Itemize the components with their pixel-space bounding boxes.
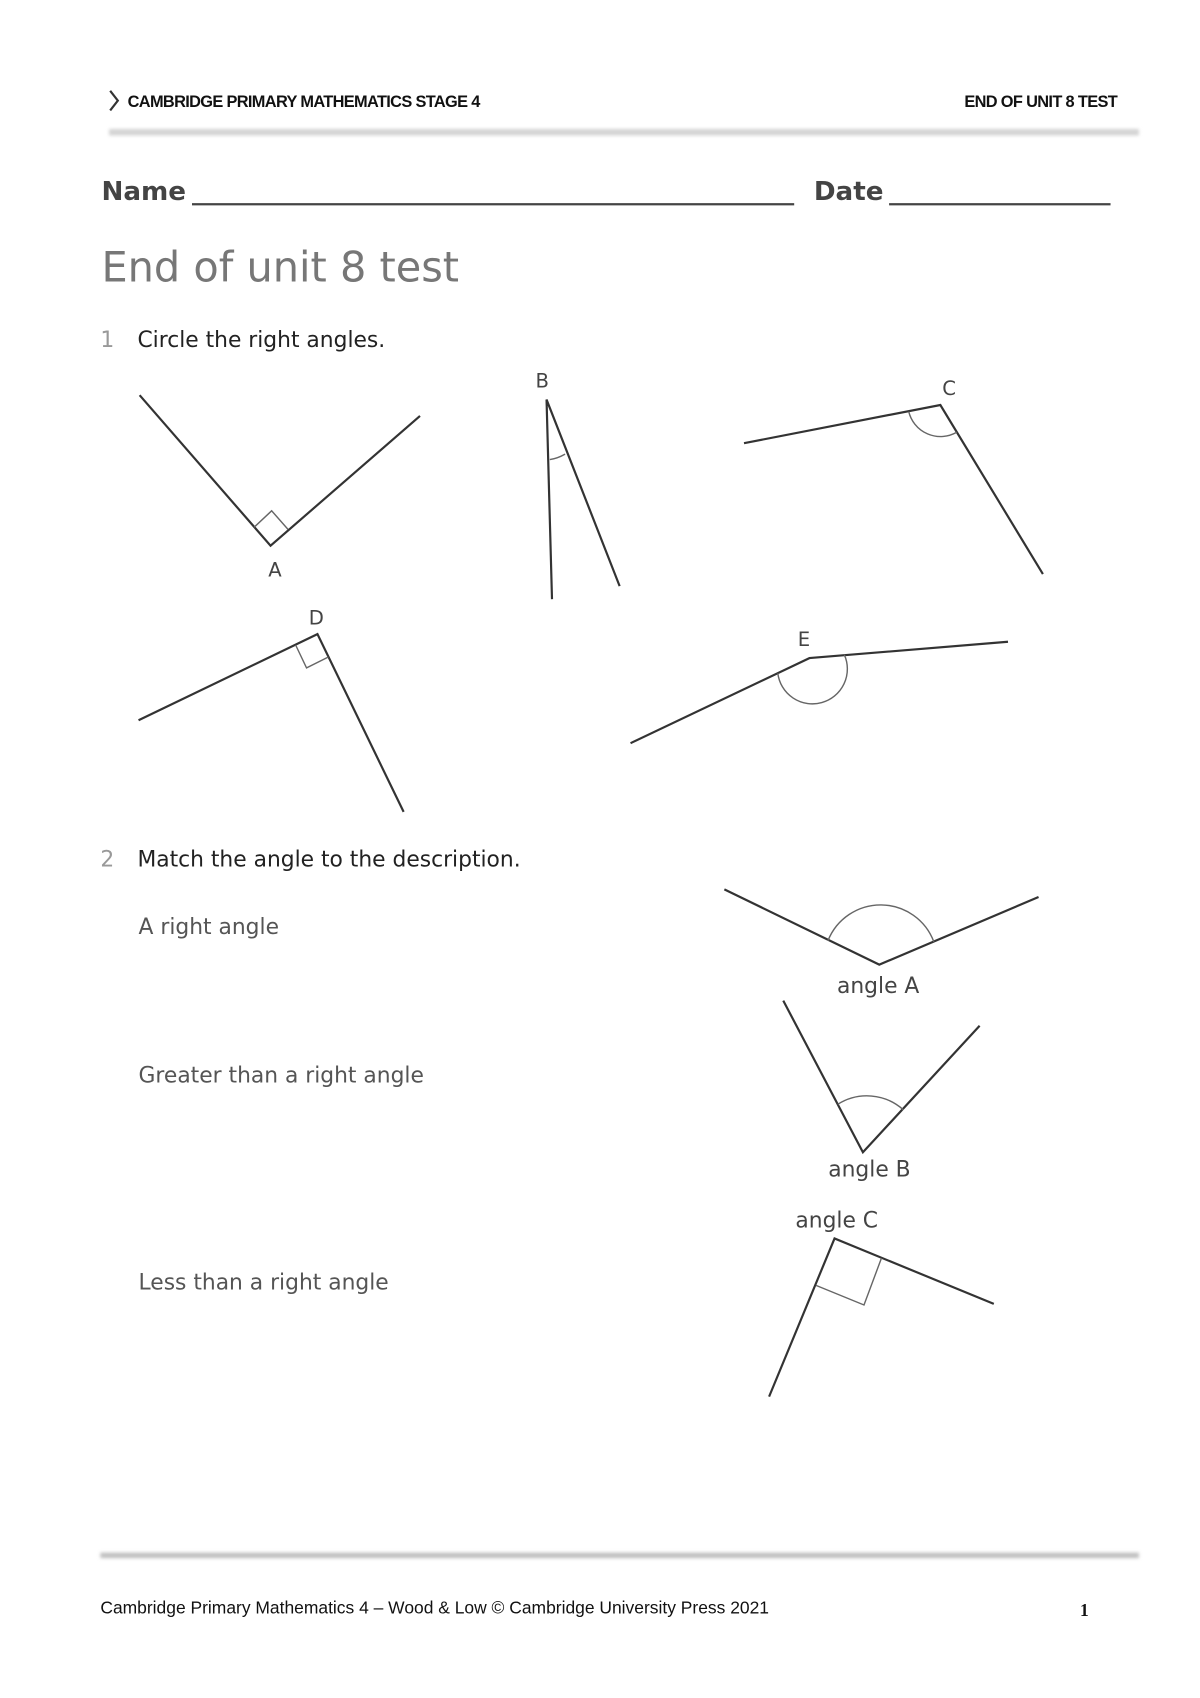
svg-text:D: D <box>308 606 324 630</box>
right-angle-marker <box>254 511 288 530</box>
footer-divider <box>100 1553 1139 1558</box>
header-divider <box>109 129 1139 136</box>
question-text: Match the angle to the description. <box>137 847 521 873</box>
header-left: CAMBRIDGE PRIMARY MATHEMATICS STAGE 4 <box>127 93 480 112</box>
angle-figure-b <box>535 370 619 600</box>
svg-text:B: B <box>535 369 549 393</box>
match-angle-c[interactable] <box>769 1209 994 1397</box>
angle-figure-a <box>140 395 420 581</box>
question-number: 2 <box>100 847 115 873</box>
svg-text:angle B: angle B <box>828 1157 911 1183</box>
svg-text:E: E <box>797 628 811 652</box>
svg-text:angle A: angle A <box>837 974 920 999</box>
question-text: Circle the right angles. <box>137 328 386 354</box>
description-greater[interactable]: Greater than a right angle <box>138 1063 424 1089</box>
header-right: END OF UNIT 8 TEST <box>964 93 1118 112</box>
question-number: 1 <box>100 328 115 354</box>
svg-text:A: A <box>268 558 282 582</box>
footer-credit: Cambridge Primary Mathematics 4 – Wood & Low © Cambridge University Press 2021 <box>100 1597 770 1618</box>
angle-figure-c <box>744 377 1043 574</box>
page-title: End of unit 8 test <box>101 243 460 292</box>
svg-text:angle C: angle C <box>795 1208 879 1234</box>
match-angle-b[interactable] <box>783 1001 979 1183</box>
match-angle-a[interactable] <box>724 889 1038 999</box>
description-right-angle[interactable]: A right angle <box>138 915 280 941</box>
date-label: Date <box>813 176 884 207</box>
angle-figure-e <box>631 628 1008 743</box>
chevron-right-icon <box>110 91 118 111</box>
page-number: 1 <box>1080 1599 1089 1620</box>
description-less[interactable]: Less than a right angle <box>138 1270 389 1296</box>
angle-figure-d <box>139 606 404 812</box>
name-label: Name <box>101 176 187 207</box>
svg-text:C: C <box>942 377 956 401</box>
